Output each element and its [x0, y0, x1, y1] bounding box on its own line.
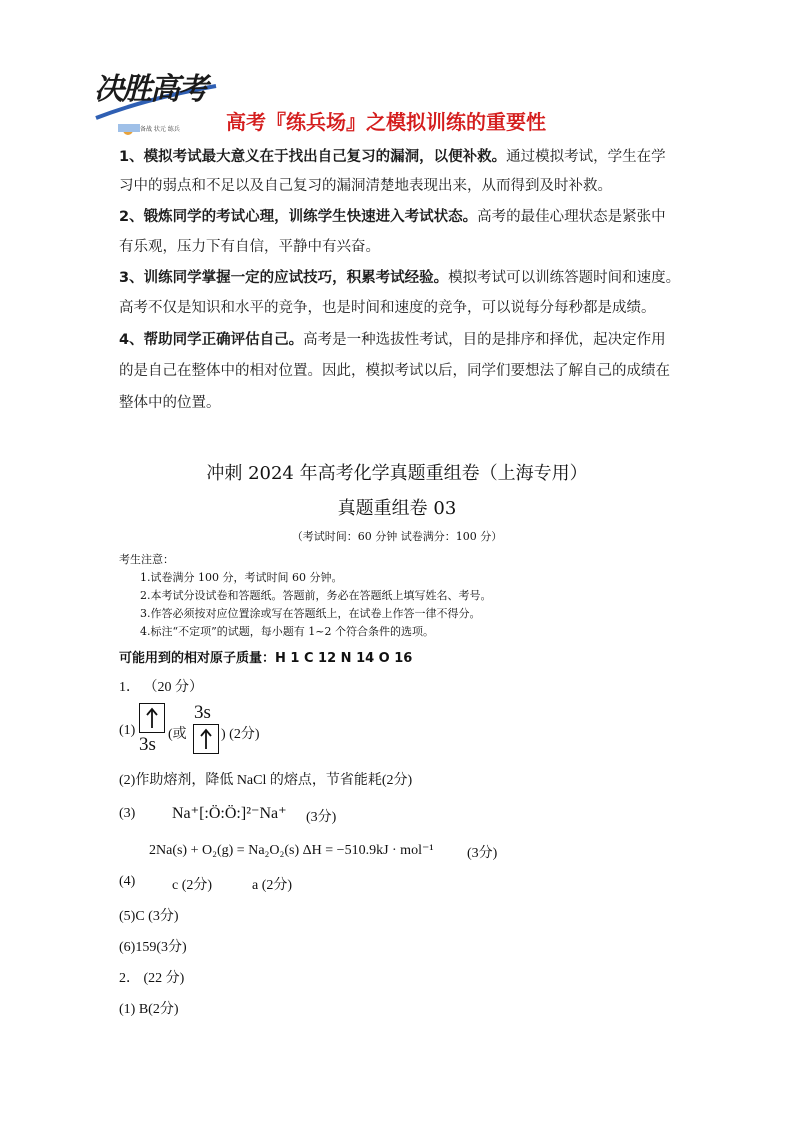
- intro-line: 3、训练同学掌握一定的应试技巧，积累考试经验。模拟考试可以训练答题时间和速度。: [119, 270, 681, 286]
- orbital-box: [139, 703, 165, 733]
- q1-2: (2)作助熔剂，降低 NaCl 的熔点，节省能耗(2分): [119, 773, 413, 788]
- q1-1-prefix: (1): [119, 723, 136, 738]
- intro-line: 有乐观，压力下有自信，平静中有兴奋。: [119, 239, 380, 255]
- intro-line: 习中的弱点和不足以及自己复习的漏洞清楚地表现出来，从而得到及时补救。: [119, 178, 612, 194]
- intro-line: 4、帮助同学正确评估自己。高考是一种选拔性考试，目的是排序和择优，起决定作用: [119, 332, 666, 348]
- atomic-mass: 可能用到的相对原子质量：H 1 C 12 N 14 O 16: [119, 651, 413, 666]
- up-arrow-icon: [145, 707, 159, 729]
- q1-1-or: (或: [168, 727, 187, 742]
- up-arrow-icon: [199, 728, 213, 750]
- orbital-box: [193, 724, 219, 754]
- notice-heading: 考生注意：: [119, 553, 174, 566]
- q2-1: (1) B(2分): [119, 1002, 179, 1017]
- notice-item: 2.本考试分设试卷和答题纸。答题前，务必在答题纸上填写姓名、考号。: [140, 589, 492, 602]
- intro-line: 整体中的位置。: [119, 395, 221, 411]
- intro-line: 2、锻炼同学的考试心理，训练学生快速进入考试状态。高考的最佳心理状态是紧张中: [119, 209, 666, 225]
- q1-3-score: (3分): [306, 810, 337, 825]
- electron-formula: Na⁺[:Ö:Ö:]²⁻Na⁺: [172, 805, 287, 822]
- exam-time: （考试时间：60 分钟 试卷满分：100 分）: [291, 530, 503, 543]
- q1-heading: 1． （20 分）: [119, 680, 203, 695]
- logo: [88, 58, 218, 140]
- orbital-label: 3s: [139, 734, 156, 755]
- q1-5: (5)C (3分): [119, 909, 179, 924]
- notice-item: 1.试卷满分 100 分，考试时间 60 分钟。: [140, 571, 343, 584]
- q2-heading: 2． (22 分): [119, 971, 185, 986]
- intro-line: 高考不仅是知识和水平的竞争，也是时间和速度的竞争，可以说每分每秒都是成绩。: [119, 300, 656, 316]
- thermo-equation-score: (3分): [467, 846, 498, 861]
- intro-line: 的是自己在整体中的相对位置。因此，模拟考试以后，同学们要想法了解自己的成绩在: [119, 363, 670, 379]
- logo-text: 决胜高考: [94, 72, 206, 107]
- q1-4-answer-a: c (2分): [172, 878, 213, 893]
- orbital-label: 3s: [194, 702, 211, 723]
- logo-caption: 备战 状元 练兵: [140, 126, 180, 133]
- thermo-equation: 2Na(s) + O₂(g) = Na₂O₂(s) ΔH = −510.9kJ · mol⁻¹: [149, 843, 434, 858]
- q1-4-number: (4): [119, 874, 136, 889]
- q1-1-suffix: ) (2分): [221, 727, 260, 742]
- notice-item: 4.标注“不定项”的试题，每小题有 1~2 个符合条件的选项。: [140, 625, 434, 638]
- q1-3-number: (3): [119, 806, 136, 821]
- exam-subtitle: 真题重组卷 03: [337, 498, 457, 519]
- exam-title: 冲刺 2024 年高考化学真题重组卷（上海专用）: [206, 463, 588, 484]
- notice-item: 3.作答必须按对应位置涂或写在答题纸上，在试卷上作答一律不得分。: [140, 607, 481, 620]
- banner-title: 高考『练兵场』之模拟训练的重要性: [226, 110, 546, 134]
- q1-6: (6)159(3分): [119, 940, 187, 955]
- intro-line: 1、模拟考试最大意义在于找出自己复习的漏洞，以便补救。通过模拟考试，学生在学: [119, 149, 666, 165]
- q1-4-answer-b: a (2分): [252, 878, 293, 893]
